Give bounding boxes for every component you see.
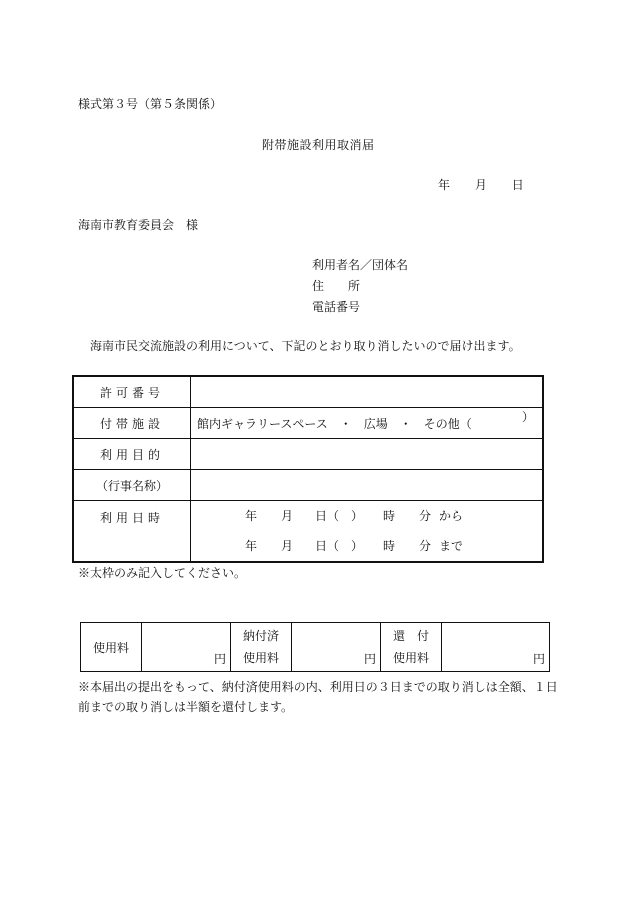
- purpose-row: [73, 439, 543, 470]
- start-month: 月: [281, 509, 294, 523]
- addressee: 海南市教育委員会 様: [78, 218, 199, 232]
- date-line: [438, 178, 524, 192]
- datetime-label: 利用日時: [73, 501, 191, 563]
- applicant-block: [312, 258, 408, 321]
- paid-fee-label-line1: 納付済: [242, 629, 279, 643]
- date-day: 日: [511, 178, 524, 192]
- cancellation-details-table: [72, 375, 544, 563]
- start-minute: 分: [419, 509, 432, 523]
- intro-text: 海南市民交流施設の利用について、下記のとおり取り消したいので届け出ます。: [90, 339, 521, 353]
- yen-unit: 円: [363, 652, 376, 666]
- bold-frame-note: ※太枠のみ記入してください。: [78, 566, 247, 580]
- datetime-row: [73, 501, 543, 563]
- event-name-field[interactable]: [191, 470, 544, 501]
- facility-label: 付帯施設: [73, 408, 191, 439]
- permit-number-label: 許可番号: [73, 376, 191, 408]
- datetime-field[interactable]: [191, 501, 544, 563]
- date-month: 月: [474, 178, 487, 192]
- yen-unit: 円: [532, 652, 545, 666]
- refund-note: ※本届出の提出をもって、納付済使用料の内、利用日の３日までの取り消しは全額、１日前までの取り消しは半額を還付します。: [78, 680, 558, 714]
- paid-fee-field[interactable]: [292, 623, 381, 672]
- facility-close-paren: ）: [521, 410, 534, 424]
- end-minute: 分: [419, 539, 432, 553]
- document-title: 附帯施設利用取消届: [262, 138, 375, 152]
- permit-number-field[interactable]: [191, 376, 544, 408]
- refund-fee-label-line1: 還 付: [392, 629, 429, 643]
- usage-fee-label: 使用料: [81, 623, 142, 672]
- end-hour: 時: [383, 539, 396, 553]
- applicant-address-label: 住 所: [312, 279, 361, 293]
- fee-row: [81, 623, 550, 672]
- refund-fee-field[interactable]: [442, 623, 550, 672]
- usage-fee-field[interactable]: [142, 623, 231, 672]
- purpose-field[interactable]: [191, 439, 544, 470]
- refund-fee-label: [381, 623, 442, 672]
- end-month: 月: [281, 539, 294, 553]
- purpose-label: 利用目的: [73, 439, 191, 470]
- start-hour: 時: [383, 509, 396, 523]
- from-label: から: [439, 509, 464, 523]
- paid-fee-label: [231, 623, 292, 672]
- applicant-name-label: 利用者名／団体名: [312, 258, 409, 272]
- start-day: 日（ ）: [315, 509, 364, 523]
- end-year: 年: [245, 539, 258, 553]
- facility-options: 館内ギャラリースペース ・ 広場 ・ その他（: [197, 416, 472, 431]
- yen-unit: 円: [213, 652, 226, 666]
- fee-table: [80, 622, 550, 672]
- paid-fee-label-line2: 使用料: [242, 651, 279, 665]
- event-name-label: （行事名称）: [73, 470, 191, 501]
- permit-row: [73, 376, 543, 408]
- datetime-start: [197, 501, 542, 531]
- facility-row: [73, 408, 543, 439]
- applicant-phone-label: 電話番号: [312, 300, 361, 314]
- until-label: まで: [439, 539, 464, 553]
- refund-fee-label-line2: 使用料: [392, 651, 429, 665]
- end-day: 日（ ）: [315, 539, 364, 553]
- form-number: 様式第３号（第５条関係）: [78, 97, 223, 111]
- start-year: 年: [245, 509, 258, 523]
- event-row: [73, 470, 543, 501]
- datetime-end: [197, 531, 542, 561]
- date-year: 年: [438, 178, 451, 192]
- facility-options-field[interactable]: [191, 408, 544, 439]
